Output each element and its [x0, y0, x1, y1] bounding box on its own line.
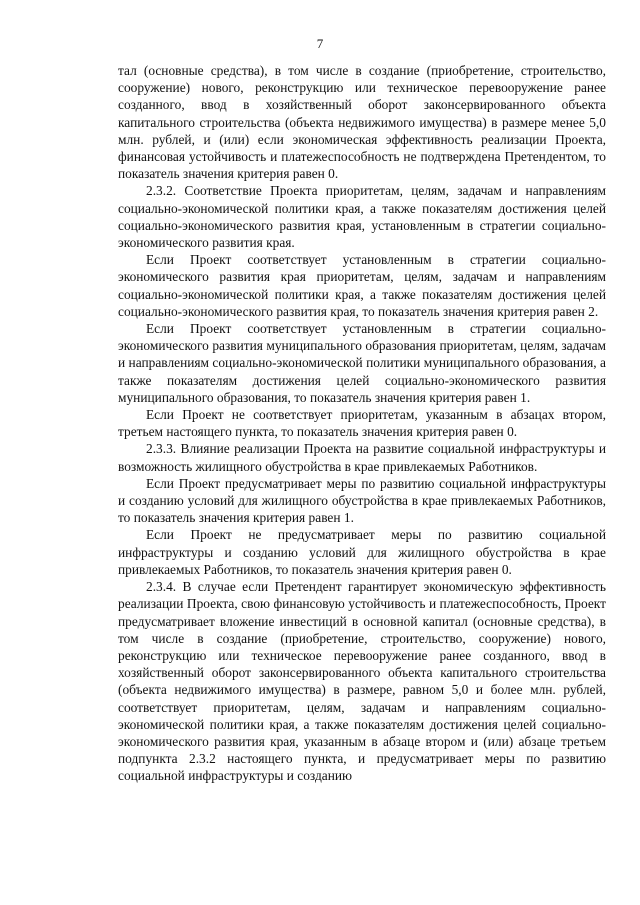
- page-number: 7: [316, 36, 324, 51]
- paragraph-criterion-value-2: Если Проект соответствует установленным в стратегии социально-экономического развития края приоритетам, целям, задачам и направлениям социально-экономической политики края, а также показателям достижения целей социально-экономического развития края, то показатель значения критерия равен 2.: [118, 252, 606, 319]
- paragraph-criterion-value-0: Если Проект не соответствует приоритетам, указанным в абзацах втором, третьем настоящего пункта, то показатель значения критерия равен 0.: [118, 407, 606, 440]
- paragraph-clause-2-3-4: 2.3.4. В случае если Претендент гарантирует экономическую эффективность реализации Проекта, свою финансовую устойчивость и платежеспособность, Проект предусматривает вложение инвестиций в основной капитал (основные средства), в том числе в создание (приобретение, строительство, сооружение) нового, реконструкцию или техническое перевооружение ранее созданного, ввод в хозяйственный оборот законсервированного объекта капитального строительства (объекта недвижимого имущества) в размере, равном 5,0 и более млн. рублей, соответствует приоритетам, целям, задачам и направлениям социально-экономической политики края, а также показателям достижения целей социально-экономического развития края, указанным в абзаце втором и (или) абзаце третьем подпункта 2.3.2 настоящего пункта, и предусматривает меры по развитию социальной инфраструктуры и созданию: [118, 579, 606, 784]
- paragraph-clause-2-3-3: 2.3.3. Влияние реализации Проекта на развитие социальной инфраструктуры и возможность жилищного обустройства в крае привлекаемых Работников.: [118, 441, 606, 474]
- paragraph-continuation: тал (основные средства), в том числе в создание (приобретение, строительство, сооружение) нового, реконструкцию или техническое перевооружение ранее созданного, ввод в хозяйственный оборот законсервированного объекта капитального строительства (объекта недвижимого имущества) в размере менее 5,0 млн. рублей, и (или) если экономическая эффективность реализации Проекта, финансовая устойчивость и платежеспособность не подтверждена Претендентом, то показатель значения критерия равен 0.: [118, 63, 606, 182]
- paragraph-criterion-value-1: Если Проект соответствует установленным в стратегии социально-экономического развития муниципального образования приоритетам, целям, задачам и направлениям социально-экономической политики муниципального образования, а также показателям достижения целей социально-экономического развития муниципального образования, то показатель значения критерия равен 1.: [118, 321, 606, 405]
- paragraph-social-measures-yes: Если Проект предусматривает меры по развитию социальной инфраструктуры и созданию условий для жилищного обустройства в крае привлекаемых Работников, то показатель значения критерия равен 1.: [118, 475, 606, 526]
- paragraph-clause-2-3-2: 2.3.2. Соответствие Проекта приоритетам, целям, задачам и направлениям социально-экономической политики края, а также показателям достижения целей социально-экономического развития края, установленным в стратегии социально-экономического развития края.: [118, 183, 606, 251]
- body-text: [118, 62, 606, 785]
- paragraph-social-measures-no: Если Проект не предусматривает меры по развитию социальной инфраструктуры и созданию условий для жилищного обустройства в крае привлекаемых Работников, то показатель значения критерия равен 0.: [118, 527, 606, 577]
